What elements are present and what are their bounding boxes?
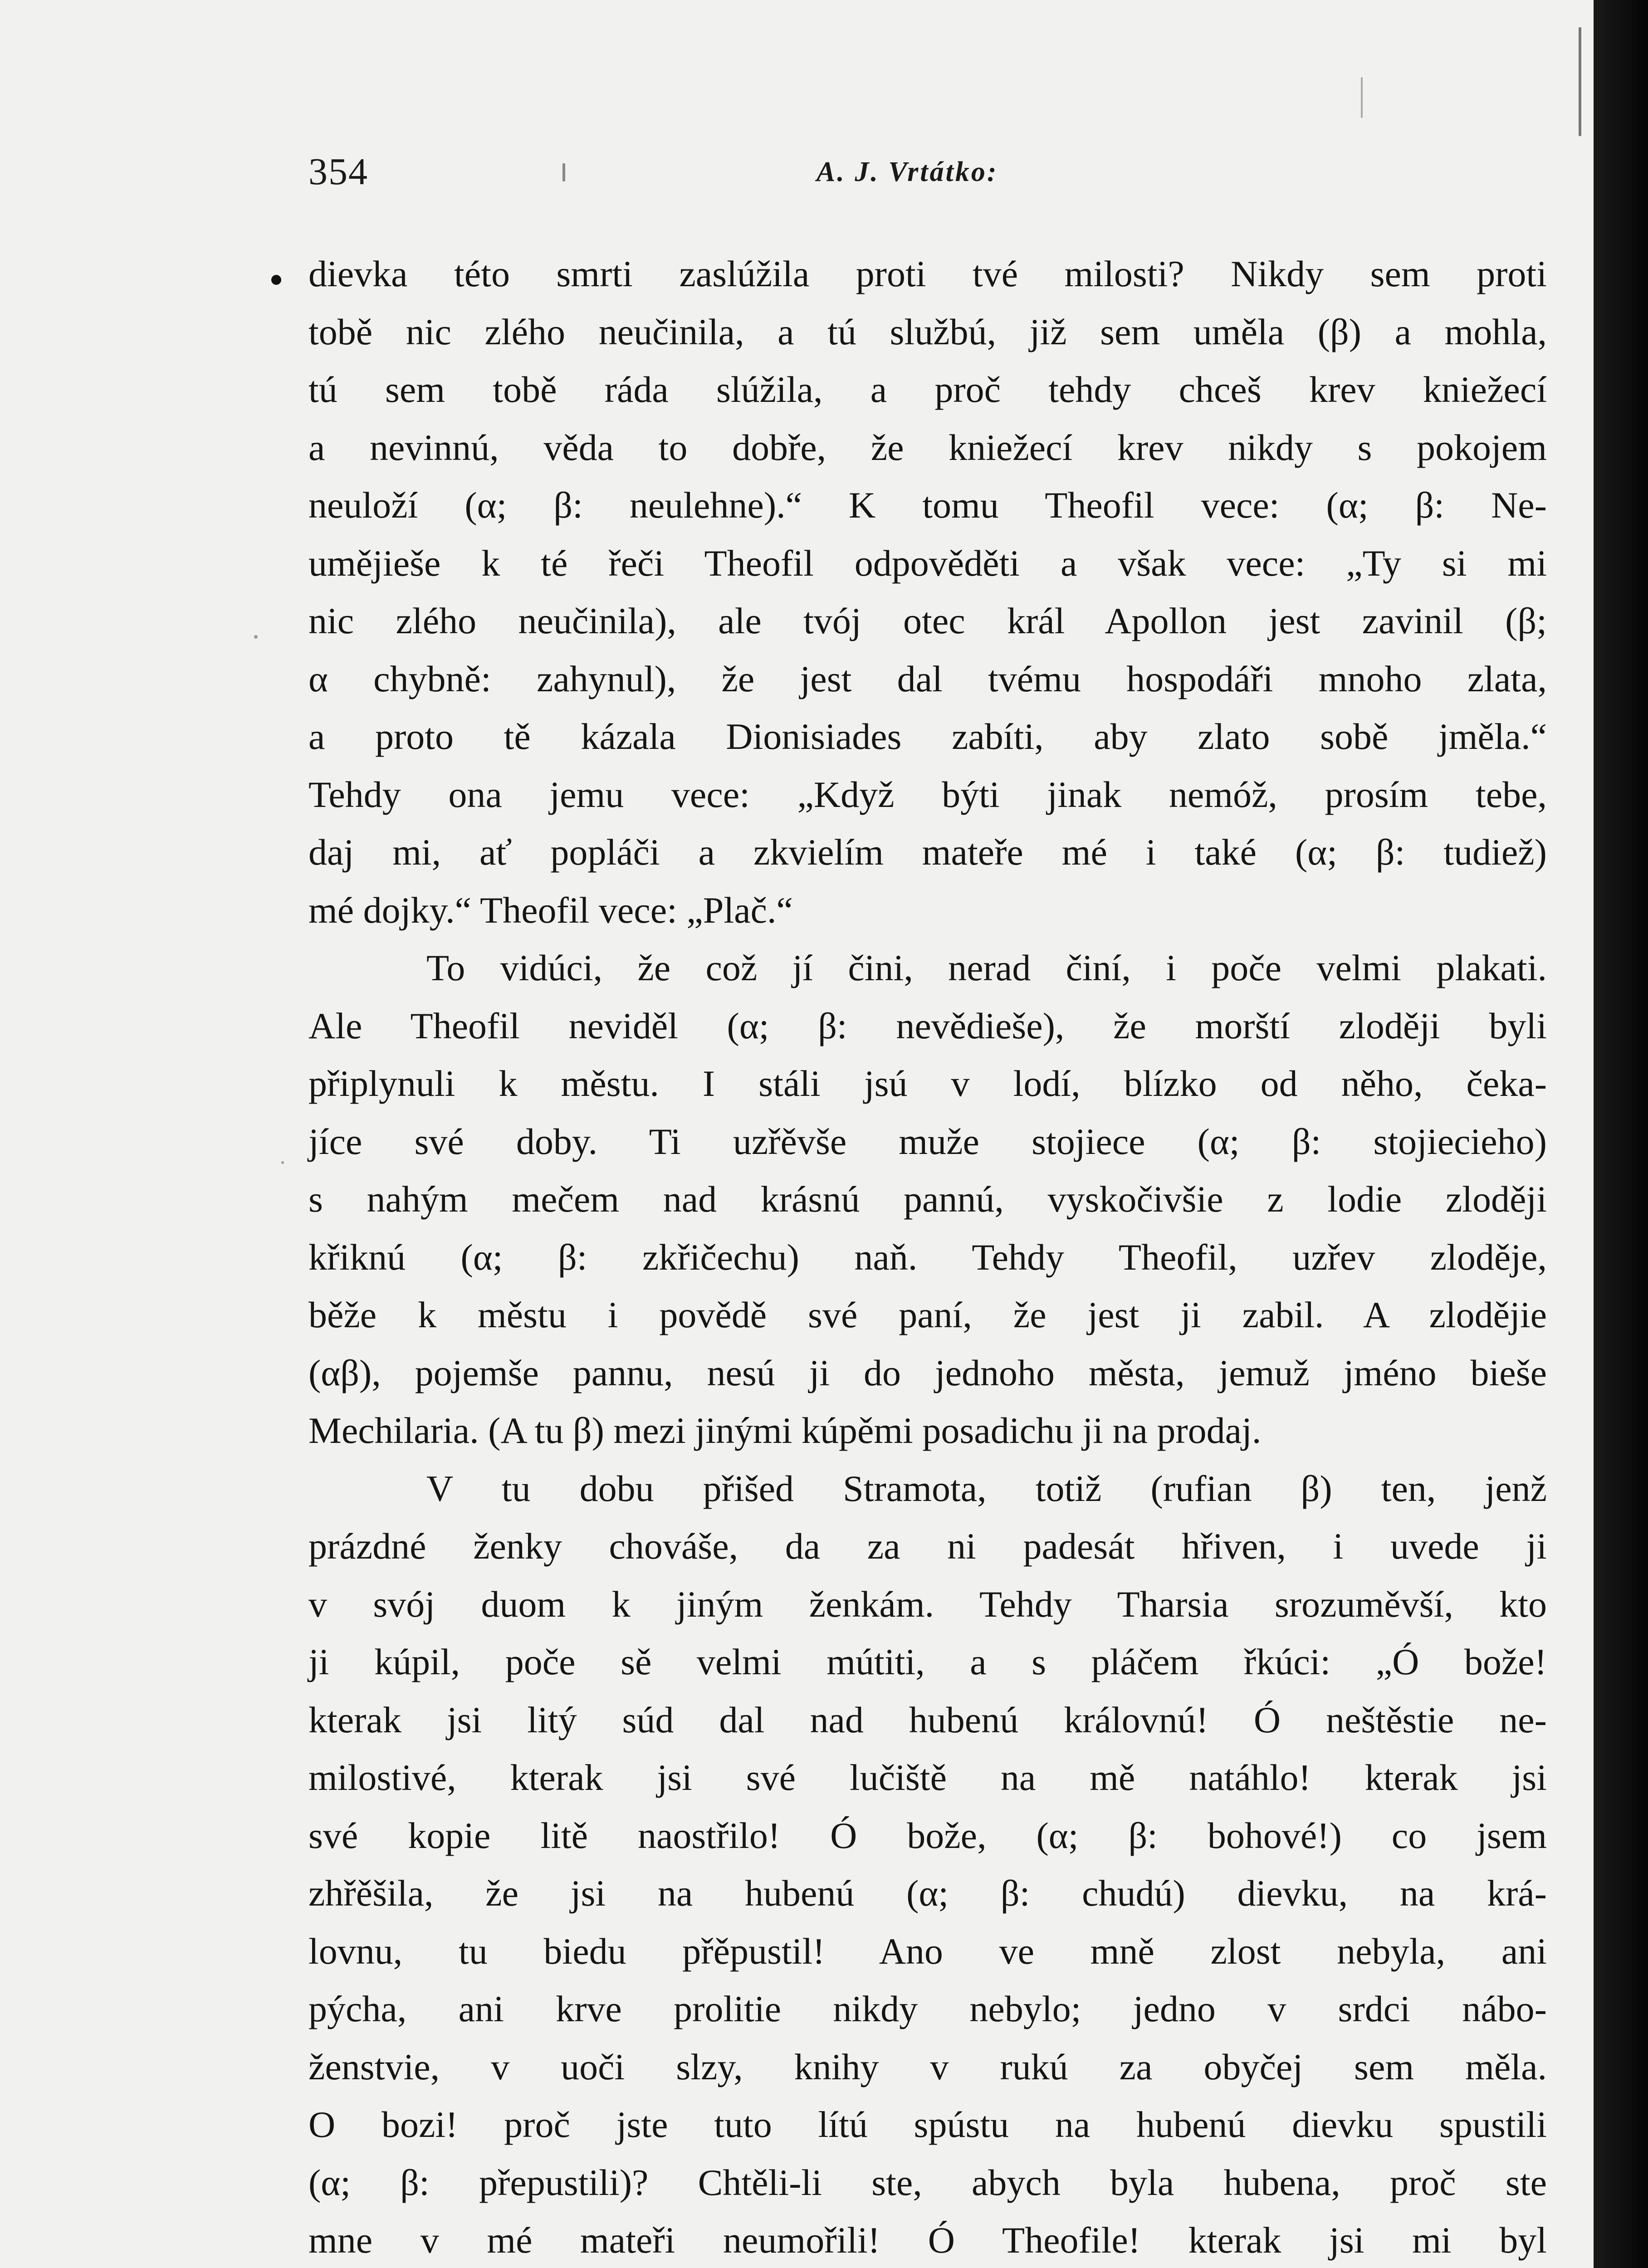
text-line: Tehdy ona jemu vece: „Když býti jinak nemóž, prosím tebe,: [308, 773, 1547, 815]
page-number: 354: [308, 151, 368, 193]
text-line: pýcha, ani krve prolitie nikdy nebylo; jedno v srdci nábo-: [308, 1988, 1547, 2029]
scan-edge-right: [1594, 0, 1648, 2268]
text-line: α chybně: zahynul), že jest dal tvému hospodáři mnoho zlata,: [308, 658, 1547, 699]
text-line: (α; β: přepustili)? Chtěli-li ste, abych byla hubena, proč ste: [308, 2161, 1547, 2203]
text-line: tobě nic zlého neučinila, a tú službú, již sem uměla (β) a mohla,: [308, 311, 1547, 352]
text-line: a proto tě kázala Dionisiades zabíti, aby zlato sobě jměla.“: [308, 716, 1547, 757]
text-line: lovnu, tu biedu přěpustil! Ano ve mně zlost nebyla, ani: [308, 1930, 1547, 1972]
text-line: mé dojky.“ Theofil vece: „Plač.“: [308, 889, 793, 931]
text-line: To vidúci, že což jí čini, nerad činí, i poče velmi plakati.: [426, 947, 1547, 988]
text-line: jíce své doby. Ti uzřěvše muže stojiece (α; β: stojiecieho): [308, 1120, 1547, 1162]
body-text: [308, 245, 1547, 2268]
text-line: v svój duom k jiným ženkám. Tehdy Tharsia srozuměvší, kto: [308, 1583, 1547, 1625]
running-head: A. J. Vrtátko:: [817, 156, 998, 187]
text-line: zhřěšila, že jsi na hubenú (α; β: chudú) dievku, na krá-: [308, 1872, 1547, 1914]
text-line: (αβ), pojemše pannu, nesú ji do jednoho města, jemuž jméno bieše: [308, 1352, 1547, 1393]
text-line: prázdné ženky chováše, da za ni padesát hřiven, i uvede ji: [308, 1525, 1547, 1567]
text-line: mne v mé mateři neumořili! Ó Theofile! kterak jsi mi byl: [308, 2219, 1547, 2261]
text-line: neuloží (α; β: neulehne).“ K tomu Theofil vece: (α; β: Ne-: [308, 484, 1547, 526]
text-line: O bozi! proč jste tuto lítú spústu na hubenú dievku spustili: [308, 2104, 1547, 2145]
paper-speck: [1361, 77, 1363, 118]
text-line: a nevinnú, věda to dobře, že kniežecí krev nikdy s pokojem: [308, 426, 1547, 468]
text-line: připlynuli k městu. I stáli jsú v lodí, blízko od něho, čeka-: [308, 1063, 1547, 1104]
text-line: dievka této smrti zaslúžila proti tvé milosti? Nikdy sem proti: [308, 253, 1547, 294]
paper-speck: [1579, 27, 1581, 136]
text-line: křiknú (α; β: zkřičechu) naň. Tehdy Theofil, uzřev zloděje,: [308, 1236, 1547, 1278]
paper-speck: [281, 1161, 284, 1164]
page-header: [308, 150, 1515, 200]
margin-mark: [271, 275, 281, 285]
text-line: V tu dobu přišed Stramota, totiž (rufian β) ten, jenž: [426, 1467, 1547, 1509]
text-line: Mechilaria. (A tu β) mezi jinými kúpěmi posadichu ji na prodaj.: [308, 1410, 1262, 1451]
text-line: milostivé, kterak jsi své lučiště na mě natáhlo! kterak jsi: [308, 1757, 1547, 1798]
text-line: umějieše k té řeči Theofil odpověděti a však vece: „Ty si mi: [308, 542, 1547, 584]
text-line: běže k městu i povědě své paní, že jest ji zabil. A zlodějie: [308, 1294, 1547, 1335]
text-line: kterak jsi litý súd dal nad hubenú královnú! Ó neštěstie ne-: [308, 1699, 1547, 1740]
text-line: ženstvie, v uoči slzy, knihy v rukú za obyčej sem měla.: [308, 2046, 1547, 2087]
text-line: ji kúpil, poče sě velmi mútiti, a s pláčem řkúci: „Ó bože!: [308, 1641, 1547, 1682]
text-line: daj mi, ať popláči a zkvielím mateře mé i také (α; β: tudiež): [308, 831, 1547, 873]
text-line: s nahým mečem nad krásnú pannú, vyskočivšie z lodie zloději: [308, 1178, 1547, 1220]
text-line: své kopie litě naostřilo! Ó bože, (α; β: bohové!) co jsem: [308, 1814, 1547, 1856]
text-line: Ale Theofil neviděl (α; β: nevědieše), že morští zloději byli: [308, 1005, 1547, 1046]
text-line: nic zlého neučinila), ale tvój otec král Apollon jest zavinil (β;: [308, 600, 1547, 641]
paper-speck: [254, 635, 258, 639]
text-line: tú sem tobě ráda slúžila, a proč tehdy chceš krev kniežecí: [308, 369, 1547, 410]
paper-speck: [562, 163, 565, 181]
